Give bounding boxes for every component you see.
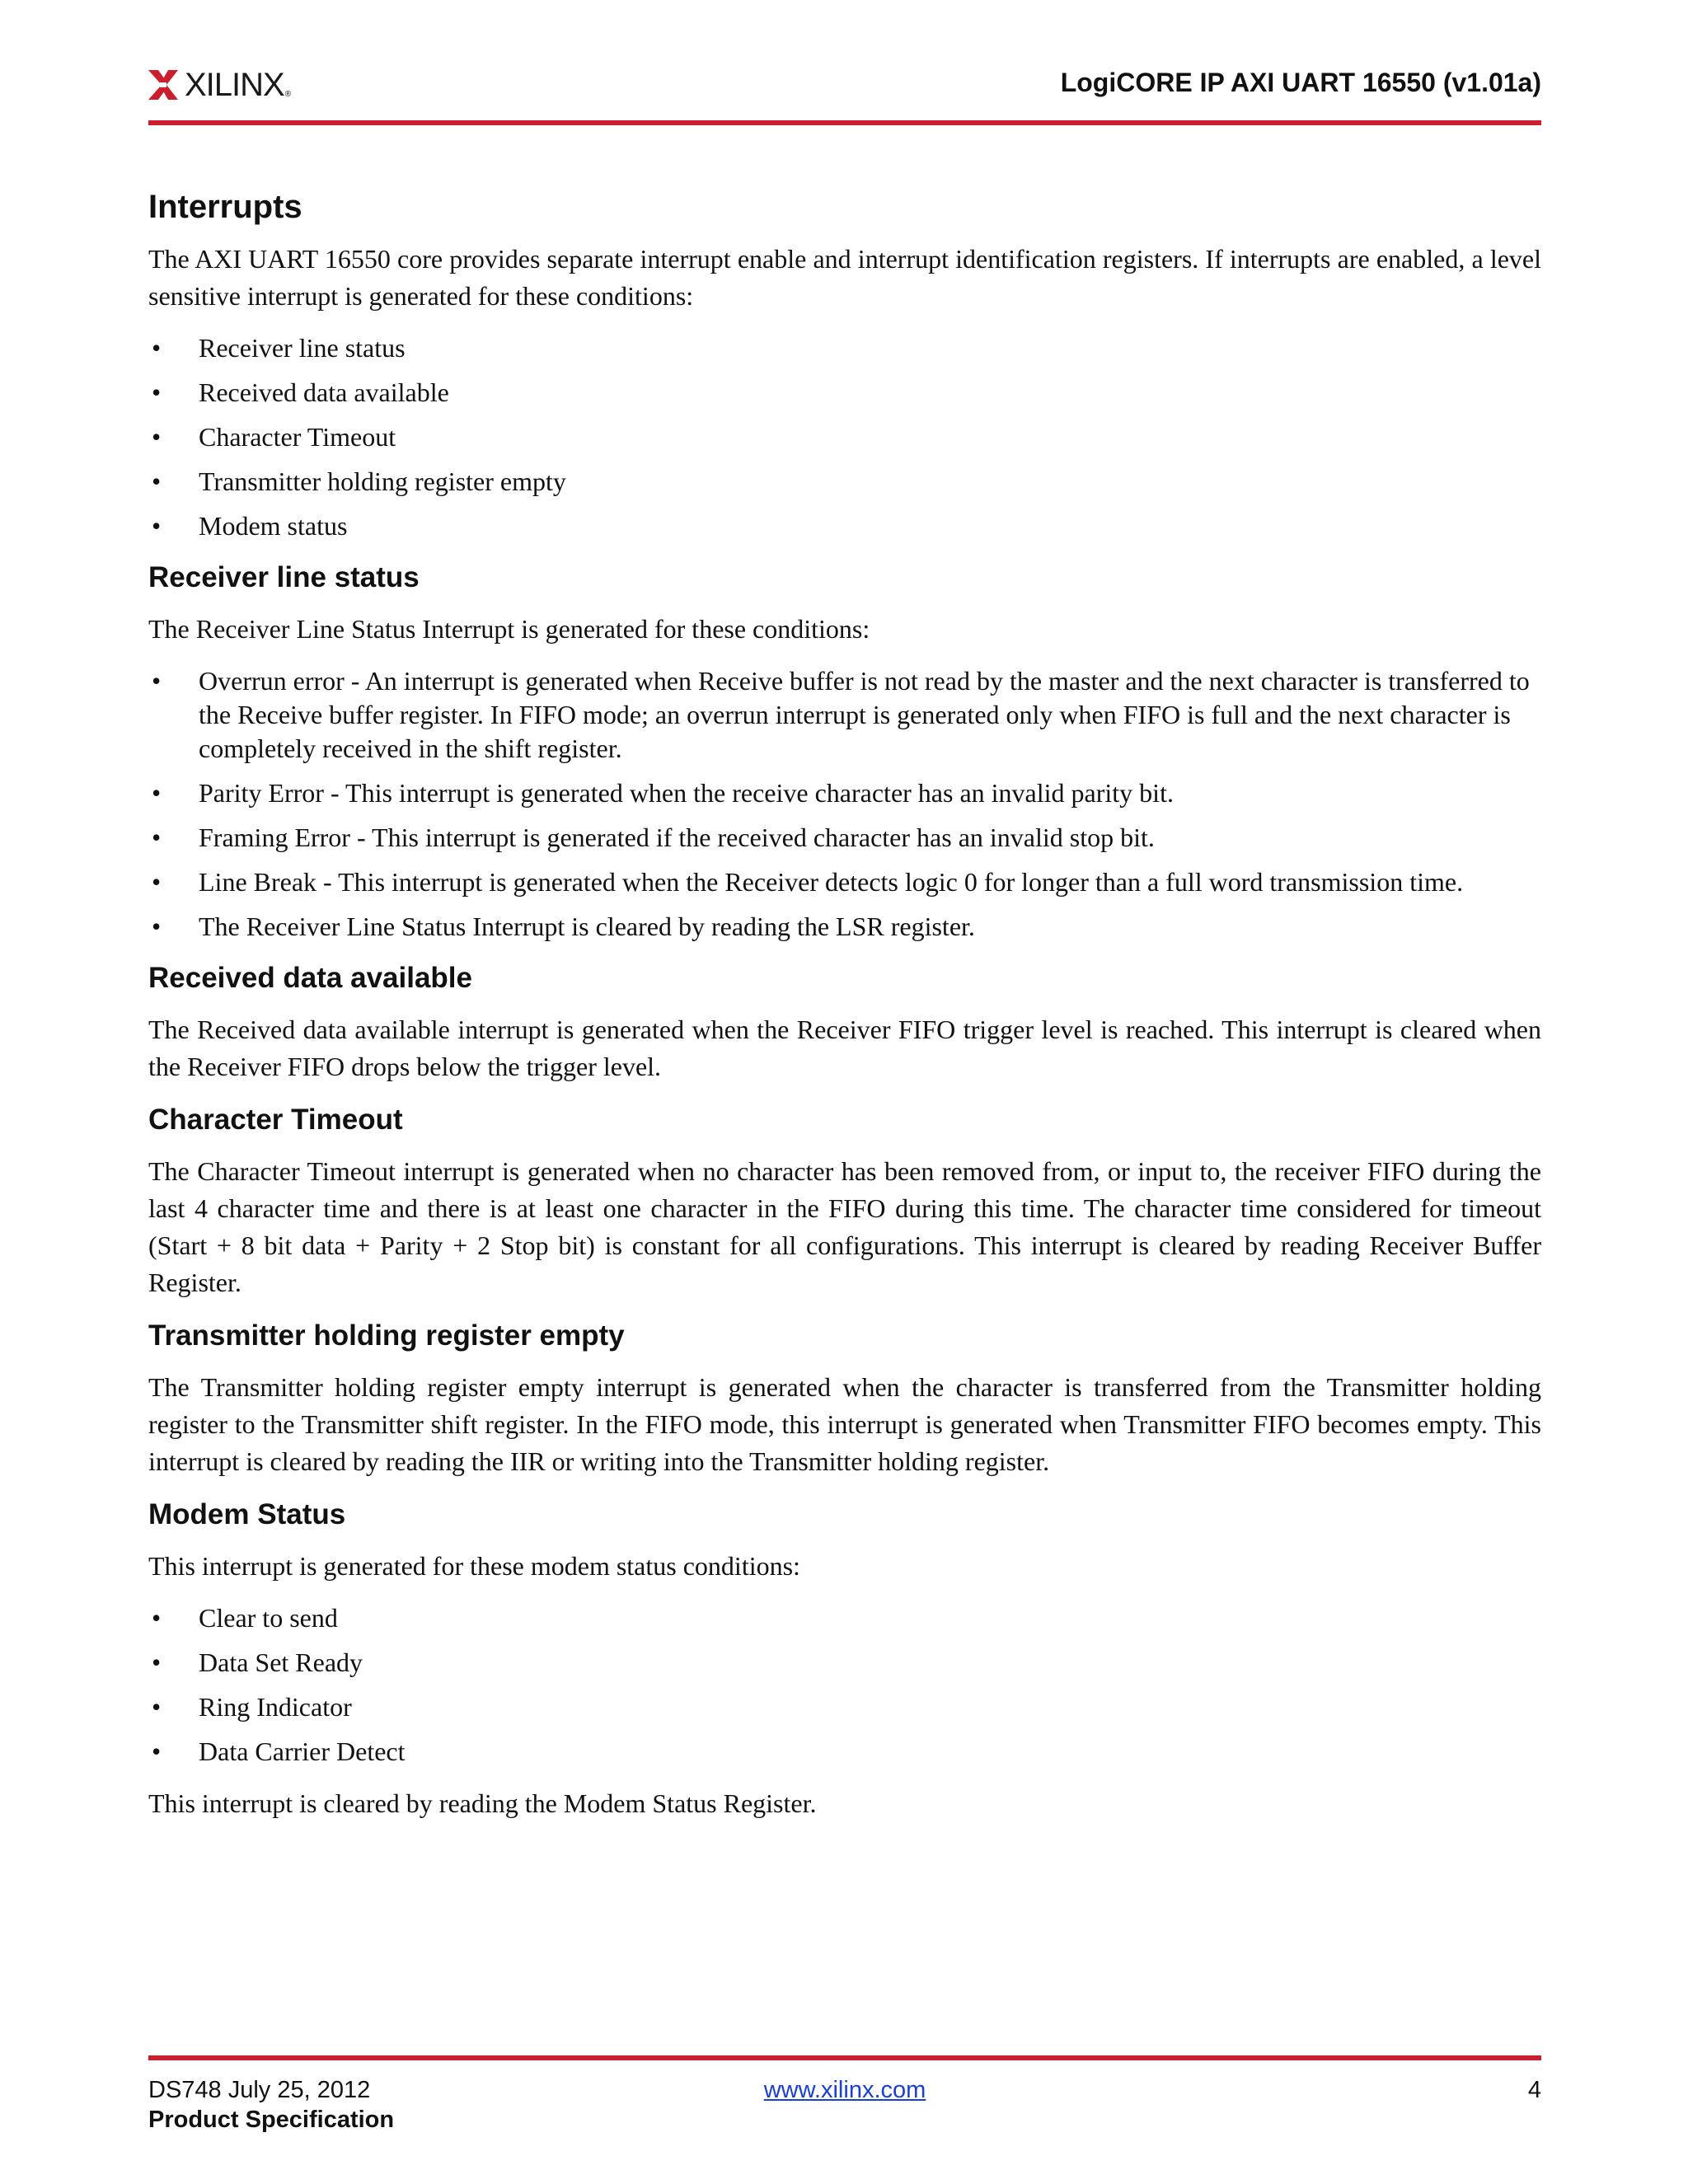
bullet: • [152,778,162,808]
header-rule [148,120,1541,125]
interrupts-intro: The AXI UART 16550 core provides separate interrupt enable and interrupt identification registers. If interrupts are enabled, a level sensitive interrupt is generated for these conditions: [148,244,1541,311]
footer-website-link[interactable]: www.xilinx.com [763,2077,926,2103]
document-title: LogiCORE IP AXI UART 16550 (v1.01a) [1060,68,1541,97]
footer-doc-type: Product Specification [148,2107,395,2133]
list-item: • Received data available [148,376,1541,410]
list-item: • Line Break - This interrupt is generated when the Receiver detects logic 0 for longer than a full word transmission time. [148,865,1541,899]
character-timeout-body: The Character Timeout interrupt is generated when no character has been removed from, or input to, the receiver FIFO during the last 4 character time and there is at least one character in the FIFO during this time. The character time considered for timeout (Start + 8 bit data + Parity + 2 Stop bit) is constant for all configurations. This interrupt is cleared by reading Receiver Buffer Register. [148,1156,1541,1297]
bullet: • [152,666,162,696]
list-item: • Receiver line status [148,331,1541,365]
modem-status-closing: This interrupt is cleared by reading the Modem Status Register. [148,1788,817,1818]
bullet: • [152,466,162,496]
bullet: • [152,377,162,407]
xilinx-logo-icon [148,70,178,100]
bullet: • [152,1647,162,1677]
footer-doc-id: DS748 July 25, 2012 [148,2077,371,2103]
received-data-available-body: The Received data available interrupt is generated when the Receiver FIFO trigger level is reached. This interrupt is cleared when the Receiver FIFO drops below the trigger level. [148,1015,1541,1081]
list-item: • Data Carrier Detect [148,1735,1541,1769]
list-item: • Parity Error - This interrupt is generated when the receive character has an invalid parity bit. [148,776,1541,810]
section-title-interrupts: Interrupts [148,189,302,225]
subsection-title-modem-status: Modem Status [148,1498,346,1530]
receiver-line-status-list [148,664,1541,944]
list-item: • Data Set Ready [148,1646,1541,1680]
subsection-title-received-data-available: Received data available [148,962,472,994]
list-item: • Transmitter holding register empty [148,465,1541,499]
page-number: 4 [1527,2077,1541,2103]
bullet: • [152,1692,162,1722]
modem-status-intro: This interrupt is generated for these modem status conditions: [148,1551,800,1581]
logo-text: XILINX [185,66,284,103]
list-item: • Overrun error - An interrupt is generated when Receive buffer is not read by the master and the next character is transferred to the Receive buffer register. In FIFO mode; an overrun interrupt is generated only when FIFO is full and the next character is completely received in the shift register. [152,666,1530,763]
bullet: • [152,912,162,941]
bullet: • [152,333,162,363]
list-item: • Clear to send [148,1601,1541,1635]
logo-registered-mark: ® [284,89,292,99]
list-item: • Character Timeout [148,420,1541,454]
bullet: • [152,422,162,452]
bullet: • [152,867,162,897]
bullet: • [152,511,162,541]
interrupt-conditions-list [148,331,1541,543]
transmitter-holding-body: The Transmitter holding register empty interrupt is generated when the character is transferred from the Transmitter holding register to the Transmitter shift register. In the FIFO mode, this interrupt is generated when Transmitter FIFO becomes empty. This interrupt is cleared by reading the IIR or writing into the Transmitter holding register. [148,1372,1541,1476]
subsection-title-receiver-line-status: Receiver line status [148,561,420,593]
list-item: • Framing Error - This interrupt is generated if the received character has an invalid stop bit. [148,821,1541,855]
page-header [148,64,1541,127]
bullet: • [152,1736,162,1766]
page-content [148,186,1541,1839]
footer-url-container [148,2075,1541,2105]
bullet: • [152,823,162,852]
footer-rule [148,2055,1541,2060]
list-item: • Modem status [148,509,1541,543]
list-item: • Ring Indicator [148,1690,1541,1724]
list-item: • The Receiver Line Status Interrupt is cleared by reading the LSR register. [148,910,1541,944]
subsection-title-character-timeout: Character Timeout [148,1104,403,1136]
subsection-title-transmitter-holding: Transmitter holding register empty [148,1319,625,1352]
bullet: • [152,1603,162,1633]
modem-status-list [148,1601,1541,1769]
receiver-line-status-intro: The Receiver Line Status Interrupt is generated for these conditions: [148,614,870,644]
xilinx-logo [148,64,291,105]
